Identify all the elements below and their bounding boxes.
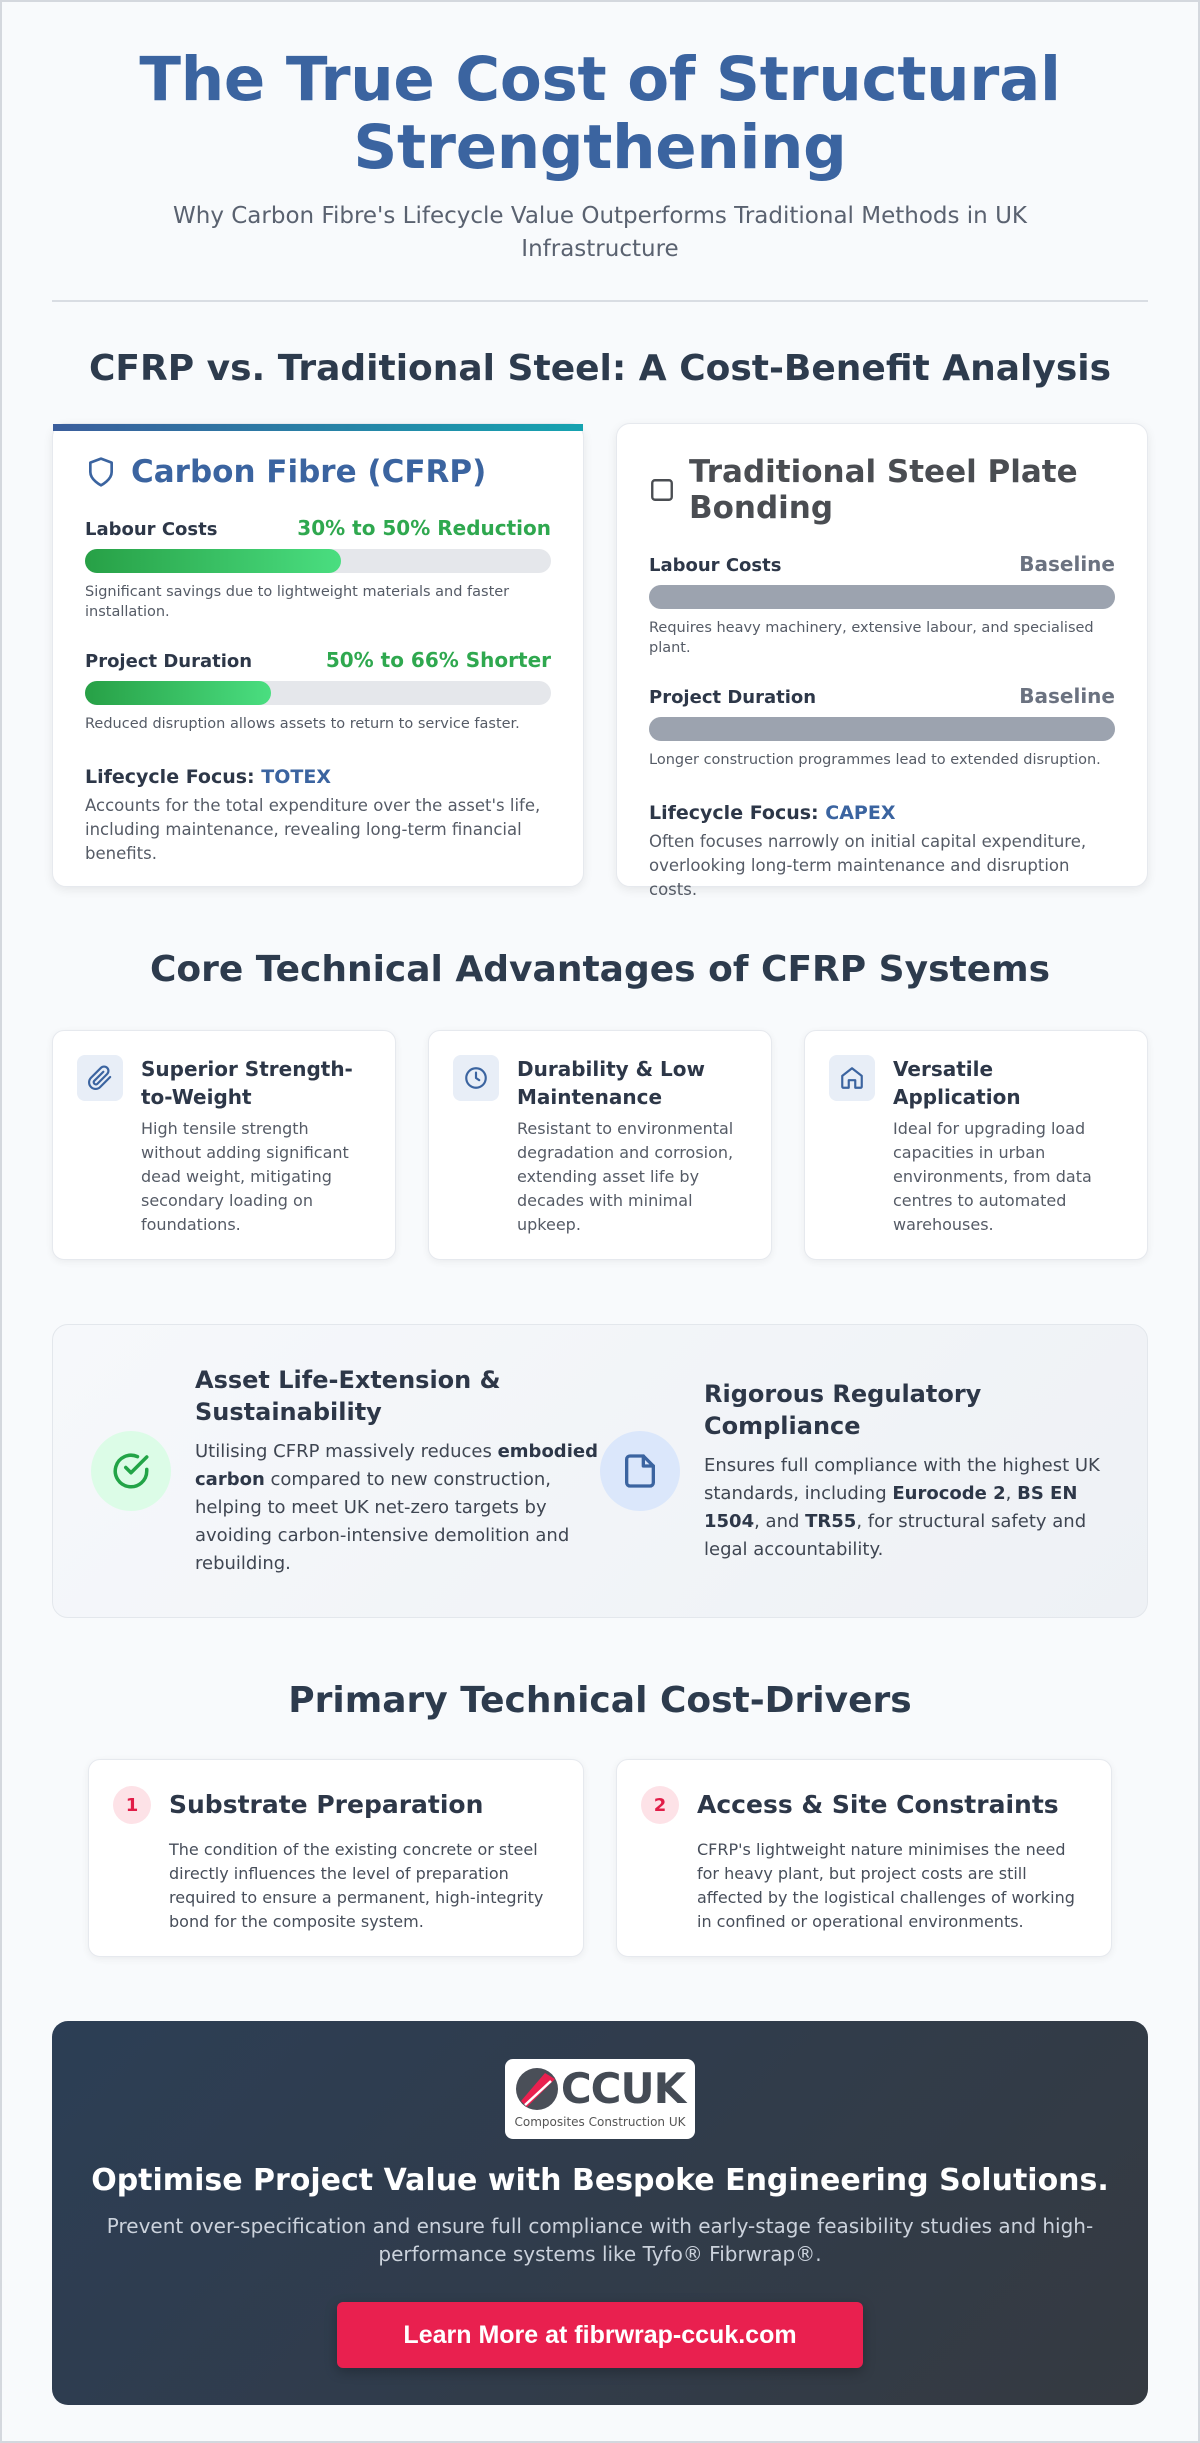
lifecycle-desc: Accounts for the total expenditure over the asset's life, including maintenance, revealing long-term financial benefits. bbox=[85, 796, 541, 863]
advantage-card bbox=[52, 1030, 396, 1260]
progress-bar bbox=[649, 585, 1115, 609]
ccuk-logo-mark-icon bbox=[515, 2067, 559, 2111]
cfrp-lifecycle bbox=[85, 766, 551, 866]
progress-fill bbox=[85, 681, 271, 705]
header-divider bbox=[52, 300, 1148, 302]
feature-desc: Ensures full compliance with the highest UK standards, including Eurocode 2, BS EN 1504, and TR55, for structural safety and legal accountability. bbox=[704, 1455, 1100, 1560]
metric-value: 30% to 50% Reduction bbox=[297, 516, 551, 540]
metric-note: Requires heavy machinery, extensive labour, and specialised plant. bbox=[649, 620, 1094, 656]
feature-title: Asset Life-Extension & Sustainability bbox=[195, 1366, 501, 1426]
metric-value: Baseline bbox=[1019, 684, 1115, 708]
compliance-feature bbox=[600, 1325, 1109, 1617]
steel-duration-metric bbox=[649, 684, 1115, 770]
lifecycle-title bbox=[649, 802, 1115, 824]
metric-note: Longer construction programmes lead to extended disruption. bbox=[649, 752, 1101, 768]
driver-number: 2 bbox=[641, 1786, 679, 1824]
check-circle-icon bbox=[91, 1431, 171, 1511]
learn-more-button[interactable]: Learn More at fibrwrap-ccuk.com bbox=[337, 2302, 863, 2368]
metric-note: Reduced disruption allows assets to return to service faster. bbox=[85, 716, 520, 732]
home-icon bbox=[829, 1055, 875, 1101]
lifecycle-desc: Often focuses narrowly on initial capital expenditure, overlooking long-term maintenance and disruption costs. bbox=[649, 832, 1087, 899]
progress-bar bbox=[649, 717, 1115, 741]
advantage-title: Versatile Application bbox=[893, 1057, 1021, 1109]
drivers-title: Primary Technical Cost-Drivers bbox=[288, 1680, 912, 1721]
feature-title: Rigorous Regulatory Compliance bbox=[704, 1380, 982, 1440]
drivers-row bbox=[52, 1759, 1148, 1957]
shield-icon bbox=[85, 456, 117, 488]
lifecycle-value: CAPEX bbox=[825, 802, 896, 824]
advantage-desc: Resistant to environmental degradation and corrosion, extending asset life by decades with minimal upkeep. bbox=[517, 1119, 734, 1234]
driver-card bbox=[88, 1759, 584, 1957]
cta-title: Optimise Project Value with Bespoke Engineering Solutions. bbox=[91, 2163, 1109, 2198]
document-icon bbox=[600, 1431, 680, 1511]
steel-lifecycle bbox=[649, 802, 1115, 902]
advantage-desc: High tensile strength without adding significant dead weight, mitigating secondary loading on foundations. bbox=[141, 1119, 349, 1234]
driver-number: 1 bbox=[113, 1786, 151, 1824]
feature-box bbox=[52, 1324, 1148, 1618]
metric-label: Project Duration bbox=[649, 687, 817, 708]
driver-desc: The condition of the existing concrete or steel directly influences the level of preparation required to ensure a permanent, high-integrity bond for the composite system. bbox=[169, 1840, 544, 1931]
metric-note: Significant savings due to lightweight materials and faster installation. bbox=[85, 584, 510, 620]
lifecycle-label: Lifecycle Focus: bbox=[649, 802, 819, 824]
feature-desc: Utilising CFRP massively reduces embodied carbon compared to new construction, helping to meet UK net-zero targets by avoiding carbon-intensive demolition and rebuilding. bbox=[195, 1441, 598, 1574]
ccuk-logo bbox=[505, 2059, 695, 2139]
advantage-card bbox=[428, 1030, 772, 1260]
paperclip-icon bbox=[77, 1055, 123, 1101]
steel-card-header bbox=[649, 454, 1115, 526]
metric-value: Baseline bbox=[1019, 552, 1115, 576]
square-icon bbox=[649, 477, 675, 503]
logo-subtitle: Composites Construction UK bbox=[514, 2115, 686, 2129]
lifecycle-value: TOTEX bbox=[261, 766, 331, 788]
cfrp-card-title: Carbon Fibre (CFRP) bbox=[131, 454, 487, 490]
lifecycle-title bbox=[85, 766, 551, 788]
metric-label: Labour Costs bbox=[649, 555, 782, 576]
metric-label: Labour Costs bbox=[85, 519, 218, 540]
page-title: The True Cost of Structural Strengthening bbox=[139, 44, 1061, 183]
advantages-row bbox=[52, 1030, 1148, 1260]
progress-fill bbox=[649, 717, 1115, 741]
advantage-title: Durability & Low Maintenance bbox=[517, 1057, 706, 1109]
lifecycle-label: Lifecycle Focus: bbox=[85, 766, 255, 788]
progress-fill bbox=[649, 585, 1115, 609]
advantages-title: Core Technical Advantages of CFRP Systems bbox=[149, 949, 1051, 990]
progress-bar bbox=[85, 549, 551, 573]
metric-value: 50% to 66% Shorter bbox=[325, 648, 551, 672]
hero-header bbox=[52, 2, 1148, 266]
progress-fill bbox=[85, 549, 341, 573]
advantage-title: Superior Strength-to-Weight bbox=[141, 1057, 353, 1109]
cta-desc: Prevent over-specification and ensure full compliance with early-stage feasibility studies and high-performance systems like Tyfo® Fibrwrap®. bbox=[106, 2214, 1094, 2266]
driver-title: Substrate Preparation bbox=[169, 1790, 484, 1819]
page-subtitle: Why Carbon Fibre's Lifecycle Value Outperforms Traditional Methods in UK Infrastructure bbox=[173, 203, 1027, 262]
cfrp-labour-metric bbox=[85, 516, 551, 622]
steel-card-title: Traditional Steel Plate Bonding bbox=[689, 454, 1078, 526]
advantage-desc: Ideal for upgrading load capacities in urban environments, from data centres to automated warehouses. bbox=[893, 1119, 1092, 1234]
advantage-card bbox=[804, 1030, 1148, 1260]
comparison-title: CFRP vs. Traditional Steel: A Cost-Benefit Analysis bbox=[88, 348, 1112, 389]
progress-bar bbox=[85, 681, 551, 705]
sustainability-feature bbox=[91, 1325, 600, 1617]
steel-labour-metric bbox=[649, 552, 1115, 658]
driver-card bbox=[616, 1759, 1112, 1957]
driver-title: Access & Site Constraints bbox=[697, 1790, 1059, 1819]
steel-card bbox=[616, 423, 1148, 899]
comparison-row bbox=[52, 423, 1148, 899]
driver-desc: CFRP's lightweight nature minimises the need for heavy plant, but project costs are still affected by the logistical challenges of working in confined or operational environments. bbox=[697, 1840, 1075, 1931]
cfrp-card-header bbox=[85, 454, 551, 490]
cta-panel bbox=[52, 2021, 1148, 2405]
clock-icon bbox=[453, 1055, 499, 1101]
metric-label: Project Duration bbox=[85, 651, 253, 672]
cfrp-duration-metric bbox=[85, 648, 551, 734]
cfrp-card bbox=[52, 423, 584, 887]
logo-word: CCUK bbox=[560, 2064, 686, 2113]
